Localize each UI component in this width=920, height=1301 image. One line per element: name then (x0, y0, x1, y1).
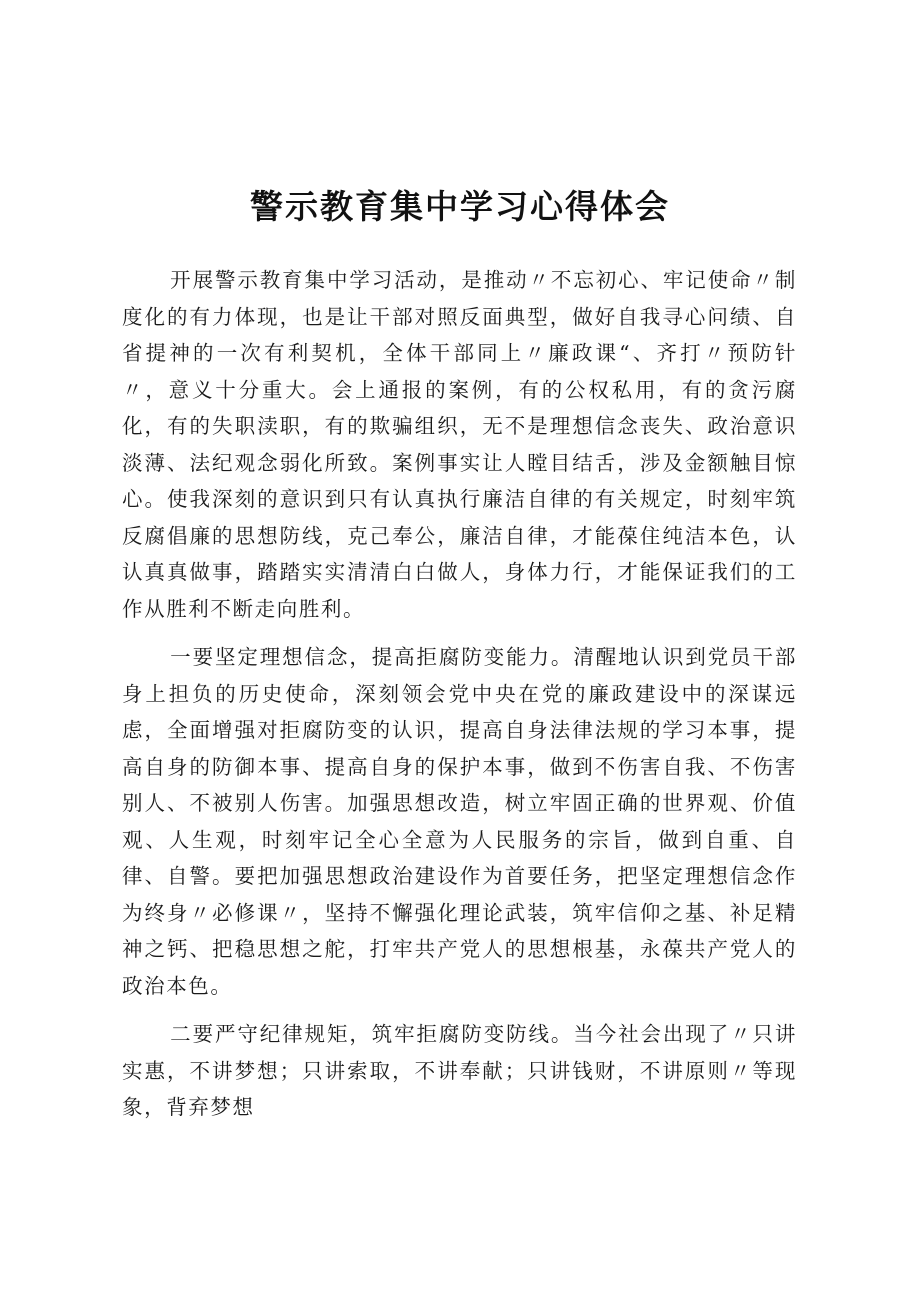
paragraph-point-one: 一要坚定理想信念，提高拒腐防变能力。清醒地认识到党员干部身上担负的历史使命，深刻领会党中央在党的廉政建设中的深谋远虑，全面增强对拒腐防变的认识，提高自身法律法规的学习本事，提高自身的防御本事、提高自身的保护本事，做到不伤害自我、不伤害别人、不被别人伤害。加强思想改造，树立牢固正确的世界观、价值观、人生观，时刻牢记全心全意为人民服务的宗旨，做到自重、自律、自警。要把加强思想政治建设作为首要任务，把坚定理想信念作为终身〃必修课〃，坚持不懈强化理论武装，筑牢信仰之基、补足精神之钙、把稳思想之舵，打牢共产党人的思想根基，永葆共产党人的政治本色。 (122, 645, 797, 998)
paragraph-intro: 开展警示教育集中学习活动，是推动〃不忘初心、牢记使命〃制度化的有力体现，也是让干部对照反面典型，做好自我寻心问绩、自省提神的一次有利契机，全体干部同上〃廉政课“、齐打〃预防针〃，意义十分重大。会上通报的案例，有的公权私用，有的贪污腐化，有的失职渎职，有的欺骗组织，无不是理想信念丧失、政治意识淡薄、法纪观念弱化所致。案例事实让人瞠目结舌，涉及金额触目惊心。使我深刻的意识到只有认真执行廉洁自律的有关规定，时刻牢筑反腐倡廉的思想防线，克己奉公，廉洁自律，才能葆住纯洁本色，认认真真做事，踏踏实实清清白白做人，身体力行，才能保证我们的工作从胜利不断走向胜利。 (122, 268, 797, 621)
document-body (122, 262, 797, 1138)
paragraph-point-two: 二要严守纪律规矩，筑牢拒腐防变防线。当今社会出现了〃只讲实惠，不讲梦想；只讲索取，不讲奉献；只讲钱财，不讲原则〃等现象，背弃梦想 (122, 1022, 797, 1119)
document-title: 警示教育集中学习心得体会 (250, 187, 670, 226)
